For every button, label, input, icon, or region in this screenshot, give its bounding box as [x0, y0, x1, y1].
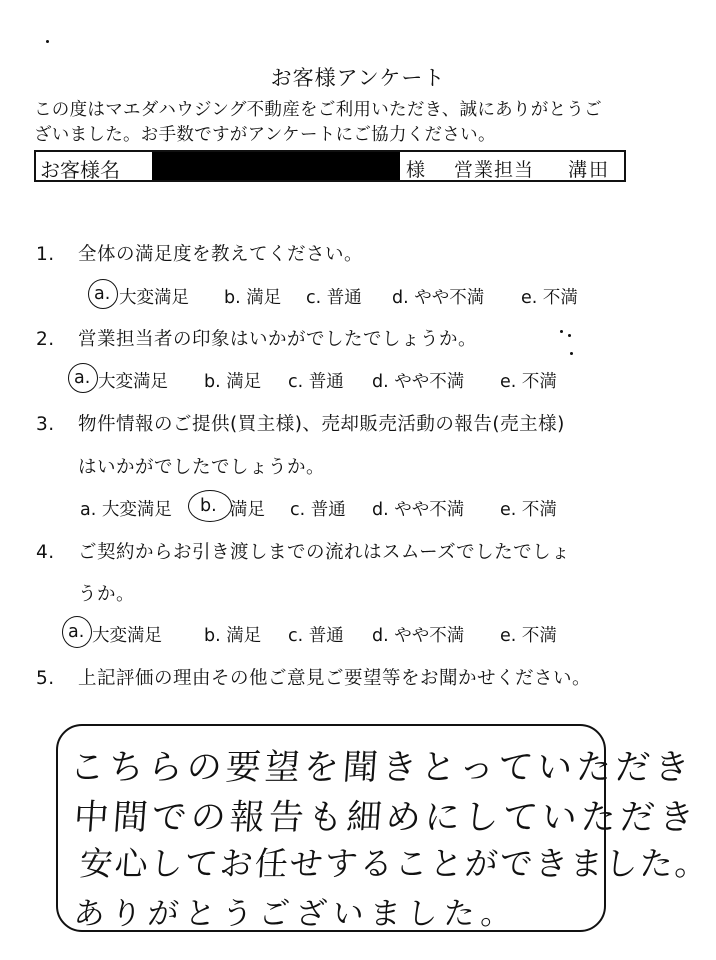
- customer-suffix: 様: [406, 159, 426, 181]
- survey-title: お客様アンケート: [270, 66, 446, 90]
- comment-line-2: 中間での報告も細めにしていただき: [72, 798, 700, 838]
- option-e[interactable]: e. 不満: [500, 372, 557, 392]
- question-2-options: [0, 368, 716, 394]
- question-3-options: [0, 496, 716, 522]
- intro-line-2: ざいました。お手数ですがアンケートにご協力ください。: [34, 125, 496, 145]
- option-a[interactable]: a. 大変満足: [80, 500, 172, 520]
- option-e[interactable]: e. 不満: [521, 288, 578, 308]
- option-c[interactable]: c. 普通: [290, 500, 346, 520]
- option-b[interactable]: b. 満足: [204, 626, 262, 646]
- option-a-letter[interactable]: a.: [74, 368, 91, 388]
- question-1: [36, 240, 363, 266]
- question-4: [36, 538, 570, 564]
- option-a-label[interactable]: 大変満足: [92, 626, 162, 646]
- comment-line-4: ありがとうございました。: [72, 896, 520, 932]
- question-text: 物件情報のご提供(買主様)、売却販売活動の報告(売主様): [78, 414, 565, 435]
- option-c[interactable]: c. 普通: [288, 372, 344, 392]
- intro-line-1: この度はマエダハウジング不動産をご利用いただき、誠にありがとうご: [34, 100, 602, 120]
- question-4-continued: うか。: [78, 584, 136, 605]
- option-a-label[interactable]: 大変満足: [98, 372, 168, 392]
- question-1-options: [0, 284, 716, 310]
- question-text: 全体の満足度を教えてください。: [78, 244, 364, 265]
- option-d[interactable]: d. やや不満: [392, 288, 485, 308]
- question-number: 1.: [36, 244, 55, 265]
- option-e[interactable]: e. 不満: [500, 500, 557, 520]
- option-a-letter[interactable]: a.: [68, 622, 85, 642]
- question-2: [36, 325, 477, 351]
- option-b[interactable]: b. 満足: [204, 372, 262, 392]
- option-e[interactable]: e. 不満: [500, 626, 557, 646]
- question-5: [36, 664, 591, 690]
- sales-rep-label: 営業担当: [454, 159, 535, 181]
- option-b-label[interactable]: 満足: [230, 500, 265, 520]
- redacted-customer-name: [152, 152, 400, 180]
- option-b-letter[interactable]: b.: [200, 496, 217, 516]
- question-number: 2.: [36, 329, 55, 350]
- sales-rep-name: 溝田: [568, 159, 611, 181]
- question-3: [36, 410, 565, 436]
- option-a-letter[interactable]: a.: [94, 284, 111, 304]
- question-text: 上記評価の理由その他ご意見ご要望等をお聞かせください。: [78, 668, 592, 689]
- question-number: 3.: [36, 414, 55, 435]
- question-text: ご契約からお引き渡しまでの流れはスムーズでしたでしょ: [78, 542, 571, 563]
- question-4-options: [0, 622, 716, 648]
- option-c[interactable]: c. 普通: [288, 626, 344, 646]
- option-d[interactable]: d. やや不満: [372, 372, 465, 392]
- option-b[interactable]: b. 満足: [224, 288, 282, 308]
- question-3-continued: はいかがでしたでしょうか。: [78, 457, 326, 478]
- option-c[interactable]: c. 普通: [306, 288, 362, 308]
- comment-line-3: 安心してお任せすることができました。: [78, 844, 712, 883]
- option-d[interactable]: d. やや不満: [372, 626, 465, 646]
- comment-line-1: こちらの要望を聞きとっていただき: [68, 748, 695, 788]
- question-number: 5.: [36, 668, 55, 689]
- option-a-label[interactable]: 大変満足: [119, 288, 189, 308]
- question-number: 4.: [36, 542, 55, 563]
- customer-name-label: お客様名: [40, 158, 120, 182]
- customer-info-box: [34, 150, 626, 182]
- option-d[interactable]: d. やや不満: [372, 500, 465, 520]
- question-text: 営業担当者の印象はいかがでしたでしょうか。: [78, 329, 478, 350]
